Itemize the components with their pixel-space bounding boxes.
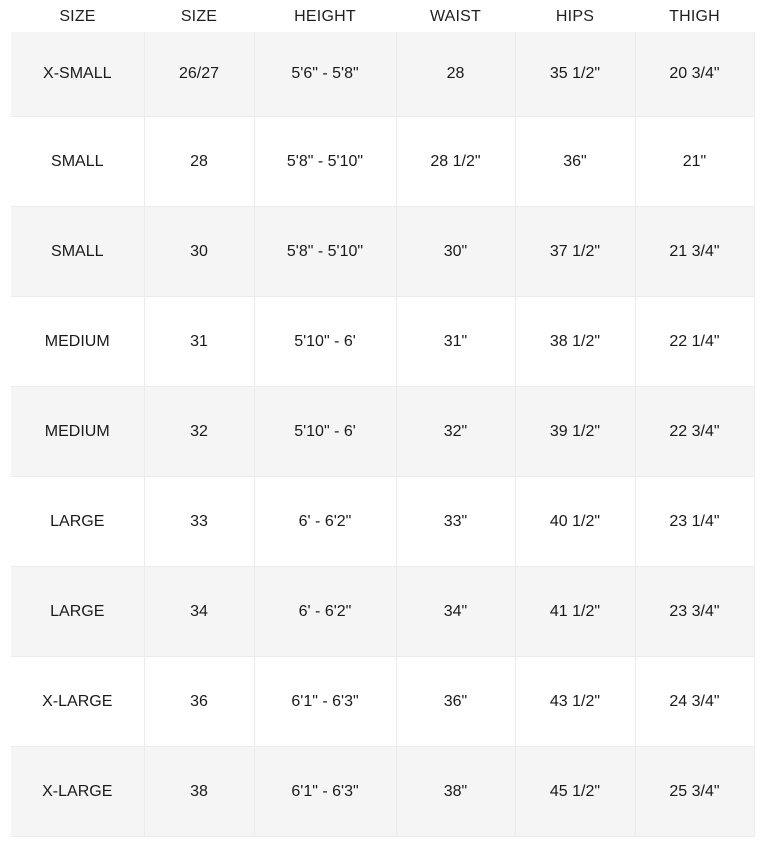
size-chart-header	[11, 6, 754, 32]
cell-hips: 40 1/2"	[515, 477, 635, 567]
cell-hips: 41 1/2"	[515, 567, 635, 657]
cell-waist: 34"	[396, 567, 515, 657]
table-row	[11, 747, 754, 837]
cell-thigh: 23 1/4"	[635, 477, 754, 567]
cell-waist: 33"	[396, 477, 515, 567]
cell-size-number: 36	[144, 657, 254, 747]
cell-hips: 39 1/2"	[515, 387, 635, 477]
cell-waist: 31"	[396, 297, 515, 387]
table-row	[11, 32, 754, 117]
cell-height: 5'8" - 5'10"	[254, 117, 396, 207]
cell-size-label: X-SMALL	[11, 32, 144, 117]
header-thigh: THIGH	[635, 6, 754, 32]
cell-height: 5'8" - 5'10"	[254, 207, 396, 297]
size-chart-table	[11, 6, 755, 837]
cell-size-number: 38	[144, 747, 254, 837]
header-size-label: SIZE	[11, 6, 144, 32]
header-hips: HIPS	[515, 6, 635, 32]
cell-waist: 28 1/2"	[396, 117, 515, 207]
cell-thigh: 22 1/4"	[635, 297, 754, 387]
table-row	[11, 567, 754, 657]
cell-waist: 32"	[396, 387, 515, 477]
table-row	[11, 297, 754, 387]
cell-size-label: LARGE	[11, 567, 144, 657]
header-height: HEIGHT	[254, 6, 396, 32]
cell-size-number: 34	[144, 567, 254, 657]
cell-size-label: LARGE	[11, 477, 144, 567]
header-row	[11, 6, 754, 32]
cell-waist: 28	[396, 32, 515, 117]
cell-size-label: X-LARGE	[11, 747, 144, 837]
cell-size-label: MEDIUM	[11, 387, 144, 477]
cell-height: 6'1" - 6'3"	[254, 747, 396, 837]
cell-waist: 30"	[396, 207, 515, 297]
cell-hips: 38 1/2"	[515, 297, 635, 387]
cell-thigh: 24 3/4"	[635, 657, 754, 747]
cell-thigh: 20 3/4"	[635, 32, 754, 117]
cell-size-number: 33	[144, 477, 254, 567]
cell-thigh: 22 3/4"	[635, 387, 754, 477]
cell-size-label: MEDIUM	[11, 297, 144, 387]
table-row	[11, 207, 754, 297]
cell-size-number: 32	[144, 387, 254, 477]
cell-size-number: 26/27	[144, 32, 254, 117]
cell-hips: 35 1/2"	[515, 32, 635, 117]
cell-size-number: 28	[144, 117, 254, 207]
cell-height: 5'10" - 6'	[254, 297, 396, 387]
table-row	[11, 117, 754, 207]
header-waist: WAIST	[396, 6, 515, 32]
size-chart-body	[11, 32, 754, 837]
cell-size-label: X-LARGE	[11, 657, 144, 747]
cell-thigh: 21 3/4"	[635, 207, 754, 297]
cell-height: 5'6" - 5'8"	[254, 32, 396, 117]
cell-height: 6' - 6'2"	[254, 567, 396, 657]
cell-height: 6' - 6'2"	[254, 477, 396, 567]
cell-size-label: SMALL	[11, 117, 144, 207]
table-row	[11, 657, 754, 747]
cell-hips: 36"	[515, 117, 635, 207]
cell-hips: 45 1/2"	[515, 747, 635, 837]
cell-thigh: 25 3/4"	[635, 747, 754, 837]
cell-thigh: 23 3/4"	[635, 567, 754, 657]
cell-hips: 43 1/2"	[515, 657, 635, 747]
cell-thigh: 21"	[635, 117, 754, 207]
cell-size-label: SMALL	[11, 207, 144, 297]
cell-waist: 36"	[396, 657, 515, 747]
cell-size-number: 31	[144, 297, 254, 387]
cell-height: 5'10" - 6'	[254, 387, 396, 477]
cell-hips: 37 1/2"	[515, 207, 635, 297]
cell-height: 6'1" - 6'3"	[254, 657, 396, 747]
table-row	[11, 477, 754, 567]
header-size-number: SIZE	[144, 6, 254, 32]
table-row	[11, 387, 754, 477]
cell-size-number: 30	[144, 207, 254, 297]
cell-waist: 38"	[396, 747, 515, 837]
